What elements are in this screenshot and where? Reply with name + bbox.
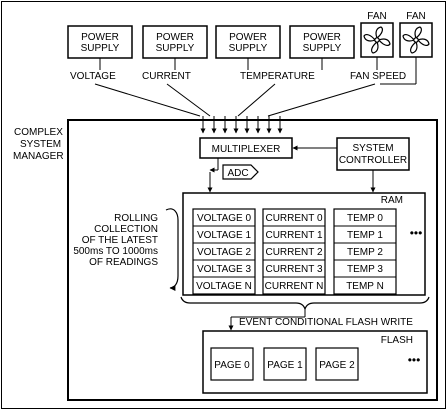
ram-brace (181, 297, 429, 309)
ram-cell: TEMP N (346, 281, 384, 292)
ram-cells (193, 209, 396, 294)
system-manager-title-line-1: COMPLEX (14, 127, 63, 138)
system-controller-label-line-2: CONTROLLER (338, 155, 408, 166)
system-controller-label-line-1: SYSTEM (352, 143, 394, 154)
ram-cell: TEMP 0 (347, 213, 383, 224)
multiplexer-label: MULTIPLEXER (211, 144, 281, 155)
rolling-note (73, 213, 158, 268)
power-supply-row (68, 26, 354, 58)
power-supply-label-line-1: POWER (229, 32, 267, 43)
ram-cell: CURRENT 1 (265, 230, 323, 241)
ram-cell: CURRENT 2 (265, 247, 323, 258)
flash-more-indicator: ••• (407, 353, 421, 367)
rolling-note-line: OF THE LATEST (81, 235, 158, 246)
power-supply-box (68, 26, 132, 58)
fan-unit (361, 11, 393, 57)
ram-cell: VOLTAGE N (196, 281, 252, 292)
rolling-note-line: COLLECTION (94, 224, 158, 235)
signal-label-voltage: VOLTAGE (70, 71, 116, 82)
fan-icon (403, 27, 429, 53)
rolling-note-line: 500ms TO 1000ms (73, 246, 158, 257)
fan-label: FAN (367, 11, 387, 22)
power-supply-box (290, 26, 354, 58)
flash-title: FLASH (380, 335, 413, 346)
flash-page (316, 348, 358, 380)
system-manager-title-line-3: MANAGER (13, 151, 64, 162)
fan-icon (364, 27, 390, 53)
power-supply-label-line-1: POWER (81, 32, 119, 43)
signal-label-temperature: TEMPERATURE (240, 71, 315, 82)
power-supply-label-line-1: POWER (156, 32, 194, 43)
ram-cell: CURRENT N (264, 281, 324, 292)
ram-cell: CURRENT 3 (265, 264, 323, 275)
ram-cell: VOLTAGE 2 (196, 247, 252, 258)
mux-input-arrows (203, 116, 280, 133)
flash-page (211, 348, 253, 380)
power-supply-box (216, 26, 280, 58)
ram-cell: VOLTAGE 3 (196, 264, 252, 275)
ram-cell: TEMP 2 (347, 247, 383, 258)
signal-lines (95, 57, 416, 116)
flash-page-label: PAGE 0 (214, 360, 250, 371)
rolling-note-line: ROLLING (114, 213, 158, 224)
power-supply-box (143, 26, 207, 58)
rolling-cycle-arrow (166, 209, 178, 288)
adc-label: ADC (227, 168, 249, 179)
signal-label-fan-speed: FAN SPEED (350, 71, 407, 82)
system-manager-title-line-2: SYSTEM (20, 139, 62, 150)
ram-cell: CURRENT 0 (265, 213, 323, 224)
flash-page-label: PAGE 1 (267, 360, 303, 371)
ram-cell: TEMP 3 (347, 264, 383, 275)
power-supply-label-line-2: SUPPLY (80, 43, 120, 54)
event-flash-write-label: EVENT CONDITIONAL FLASH WRITE (239, 317, 413, 328)
ram-box (183, 193, 425, 295)
ram-more-indicator: ••• (409, 226, 423, 240)
ram-cell: TEMP 1 (347, 230, 383, 241)
fan-label: FAN (406, 11, 426, 22)
rolling-note-line: OF READINGS (89, 257, 158, 268)
power-supply-label-line-2: SUPPLY (155, 43, 195, 54)
ram-cell: VOLTAGE 0 (196, 213, 252, 224)
flash-page (264, 348, 306, 380)
fan-unit (400, 11, 432, 57)
signal-label-current: CURRENT (142, 71, 191, 82)
power-supply-label-line-1: POWER (303, 32, 341, 43)
ram-cell: VOLTAGE 1 (196, 230, 252, 241)
power-supply-label-line-2: SUPPLY (228, 43, 268, 54)
flash-page-label: PAGE 2 (319, 360, 355, 371)
ram-title: RAM (380, 195, 403, 206)
power-supply-label-line-2: SUPPLY (302, 43, 342, 54)
